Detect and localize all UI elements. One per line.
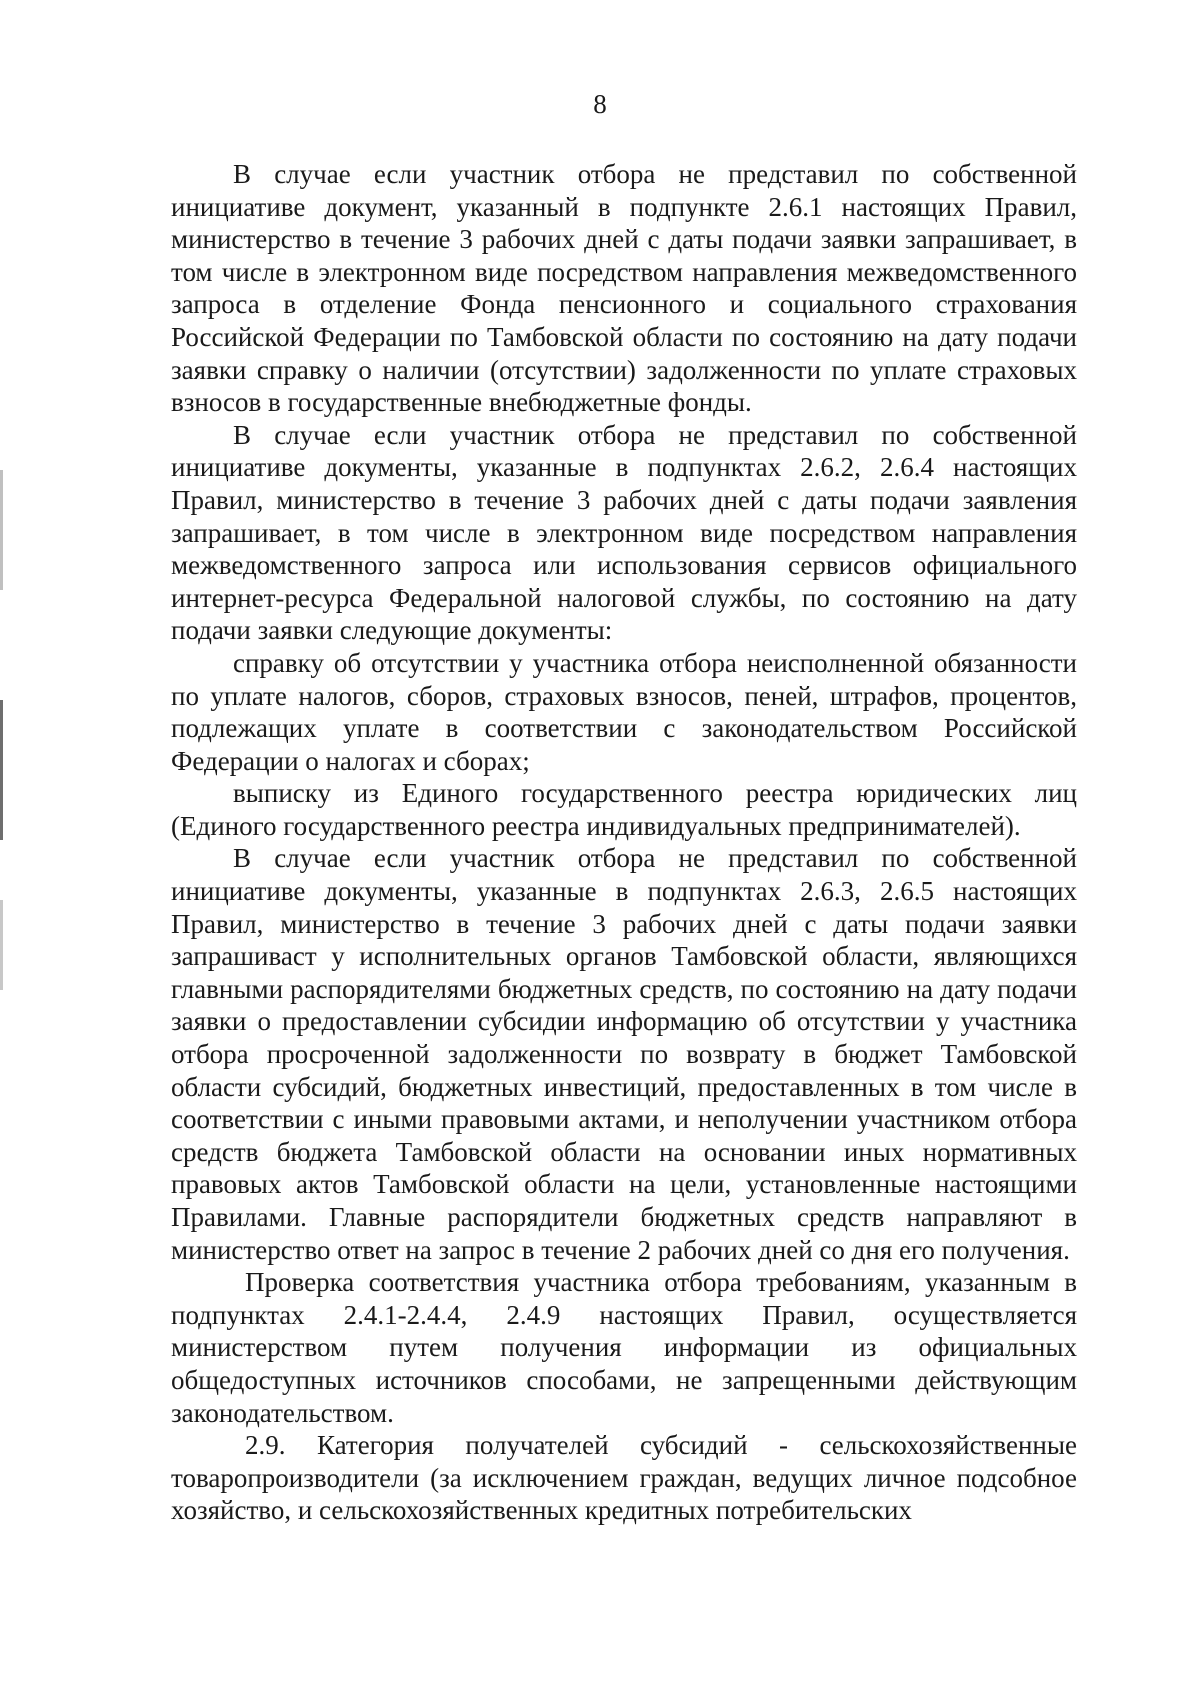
paragraph: В случае если участник отбора не представил по собственной инициативе документы, указанные в подпунктах 2.6.2, 2.6.4 настоящих Правил, министерство в течение 3 рабочих дней с даты подачи заявления запрашивает, в том числе в электронном виде посредством направления межведомственного запроса или использования сервисов официального интернет-ресурса Федеральной налоговой службы, по состоянию на дату подачи заявки следующие документы: bbox=[171, 419, 1077, 646]
paragraph: справку об отсутствии у участника отбора неисполненной обязанности по уплате налогов, сборов, страховых взносов, пеней, штрафов, процентов, подлежащих уплате в соответствии с законодательством Российской Федерации о налогах и сборах; bbox=[171, 647, 1077, 776]
document-body bbox=[171, 158, 1077, 1527]
scan-edge-mark bbox=[0, 470, 3, 590]
paragraph: 2.9. Категория получателей субсидий - сельскохозяйственные товаропроизводители (за исключением граждан, ведущих личное подсобное хозяйство, и сельскохозяйственных кредитных потребительских bbox=[171, 1430, 1077, 1526]
paragraph: Проверка соответствия участника отбора требованиям, указанным в подпунктах 2.4.1-2.4.4, 2.4.9 настоящих Правил, осуществляется министерством путем получения информации из официальных общедоступных источников способами, не запрещенными действующим законодательством. bbox=[171, 1267, 1077, 1428]
paragraph: выписку из Единого государственного реестра юридических лиц (Единого государственного реестра индивидуальных предпринимателей). bbox=[171, 778, 1077, 841]
scan-edge-mark bbox=[0, 700, 3, 840]
paragraph: В случае если участник отбора не представил по собственной инициативе документ, указанный в подпункте 2.6.1 настоящих Правил, министерство в течение 3 рабочих дней с даты подачи заявки запрашивает, в том числе в электронном виде посредством направления межведомственного запроса в отделение Фонда пенсионного и социального страхования Российской Федерации по Тамбовской области по состоянию на дату подачи заявки справку о наличии (отсутствии) задолженности по уплате страховых взносов в государственные внебюджетные фонды. bbox=[171, 159, 1077, 418]
page-number: 8 bbox=[593, 89, 607, 119]
scan-edge-mark bbox=[0, 900, 3, 990]
paragraph: В случае если участник отбора не представил по собственной инициативе документы, указанные в подпунктах 2.6.3, 2.6.5 настоящих Правил, министерство в течение 3 рабочих дней с даты подачи заявки запрашиваст у исполнительных органов Тамбовской области, являющихся главными распорядителями бюджетных средств, по состоянию на дату подачи заявки о предоставлении субсидии информацию об отсутствии у участника отбора просроченной задолженности по возврату в бюджет Тамбовской области субсидий, бюджетных инвестиций, предоставленных в том числе в соответствии с иными правовыми актами, и неполучении участником отбора средств бюджета Тамбовской области на основании иных нормативных правовых актов Тамбовской области на цели, установленные настоящими Правилами. Главные распорядители бюджетных средств направляют в министерство ответ на запрос в течение 2 рабочих дней со дня его получения. bbox=[171, 843, 1077, 1265]
